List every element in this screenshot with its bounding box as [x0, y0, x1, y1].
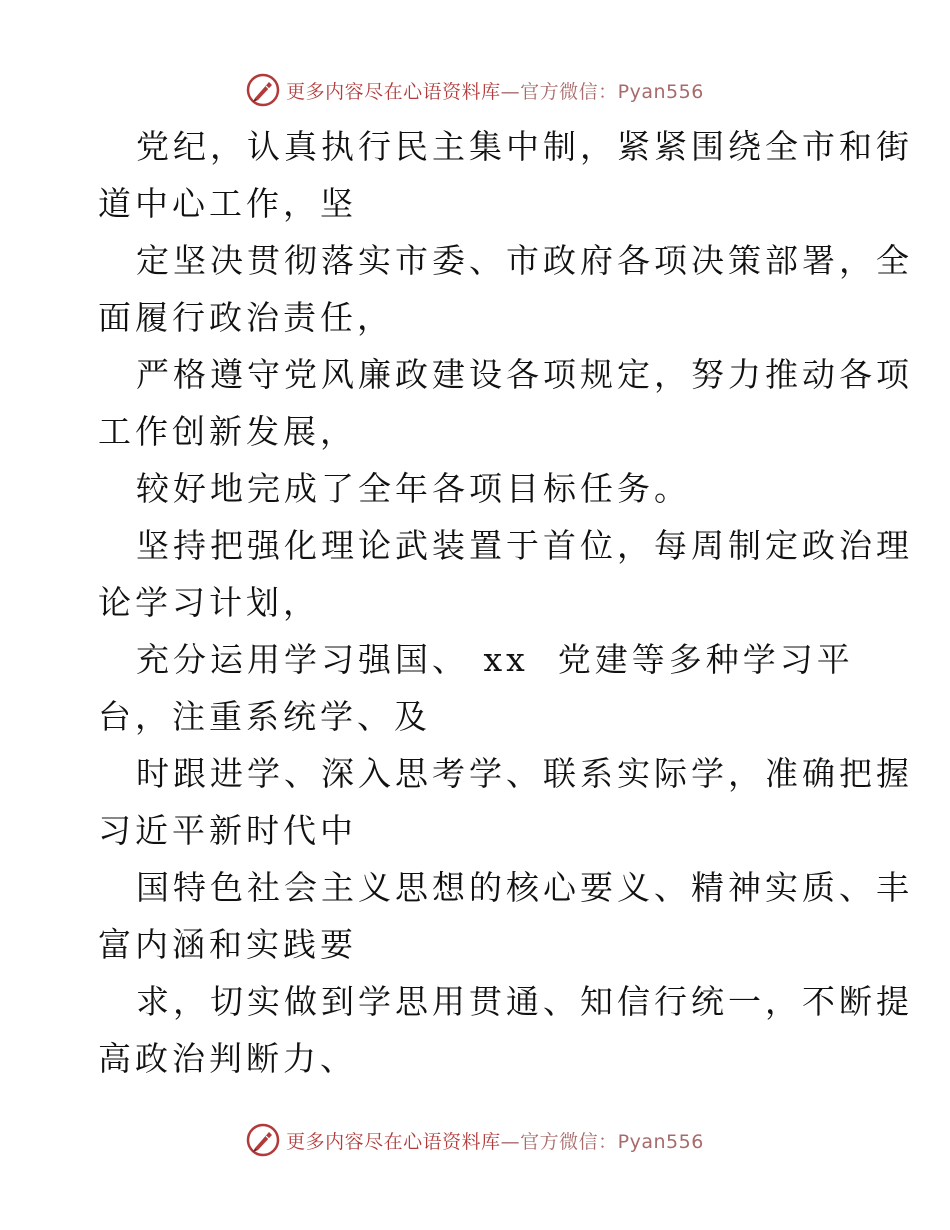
footer-banner [0, 1120, 950, 1160]
banner-wechat: 官方微信：Pyan556 [520, 1130, 704, 1153]
paragraph-line: 国特色社会主义思想的核心要义、精神实质、丰 [136, 868, 913, 907]
header-banner [0, 70, 950, 110]
document-body [98, 118, 913, 1087]
paragraph-line: 充分运用学习强国、 xx 党建等多种学习平 [136, 640, 854, 679]
banner-separator: — [500, 80, 521, 103]
paragraph-line: 高政治判断力、 [98, 1039, 357, 1078]
paragraph-line: 时跟进学、深入思考学、联系实际学，准确把握 [136, 754, 913, 793]
paragraph-line: 工作创新发展， [98, 412, 357, 451]
paragraph-line: 坚持把强化理论武装置于首位，每周制定政治理 [136, 526, 913, 565]
banner-content [246, 1123, 704, 1157]
banner-text [286, 1127, 704, 1154]
banner-text [286, 77, 704, 104]
paragraph-line: 习近平新时代中 [98, 811, 357, 850]
paragraph-line: 台，注重系统学、及 [98, 697, 431, 736]
paragraph [98, 517, 913, 631]
banner-wechat: 官方微信：Pyan556 [520, 80, 704, 103]
feather-pen-logo-icon [246, 1123, 280, 1157]
banner-site-name: 更多内容尽在心语资料库 [286, 1130, 501, 1153]
paragraph-line: 较好地完成了全年各项目标任务。 [136, 469, 691, 508]
paragraph-line: 富内涵和实践要 [98, 925, 357, 964]
paragraph [98, 346, 913, 460]
paragraph-line: 道中心工作，坚 [98, 184, 357, 223]
paragraph-line: 党纪，认真执行民主集中制，紧紧围绕全市和街 [136, 127, 913, 166]
paragraph-line: 求，切实做到学思用贯通、知信行统一，不断提 [136, 982, 913, 1021]
banner-site-name: 更多内容尽在心语资料库 [286, 80, 501, 103]
paragraph [98, 631, 858, 745]
paragraph [98, 118, 913, 232]
paragraph-line: 论学习计划， [98, 583, 320, 622]
paragraph [98, 973, 913, 1087]
feather-pen-logo-icon [246, 73, 280, 107]
paragraph [98, 745, 913, 859]
paragraph [98, 460, 858, 517]
paragraph [98, 232, 913, 346]
paragraph-line: 严格遵守党风廉政建设各项规定，努力推动各项 [136, 355, 913, 394]
banner-separator: — [500, 1130, 521, 1153]
banner-content [246, 73, 704, 107]
paragraph [98, 859, 913, 973]
paragraph-line: 面履行政治责任， [98, 298, 394, 337]
paragraph-line: 定坚决贯彻落实市委、市政府各项决策部署，全 [136, 241, 913, 280]
